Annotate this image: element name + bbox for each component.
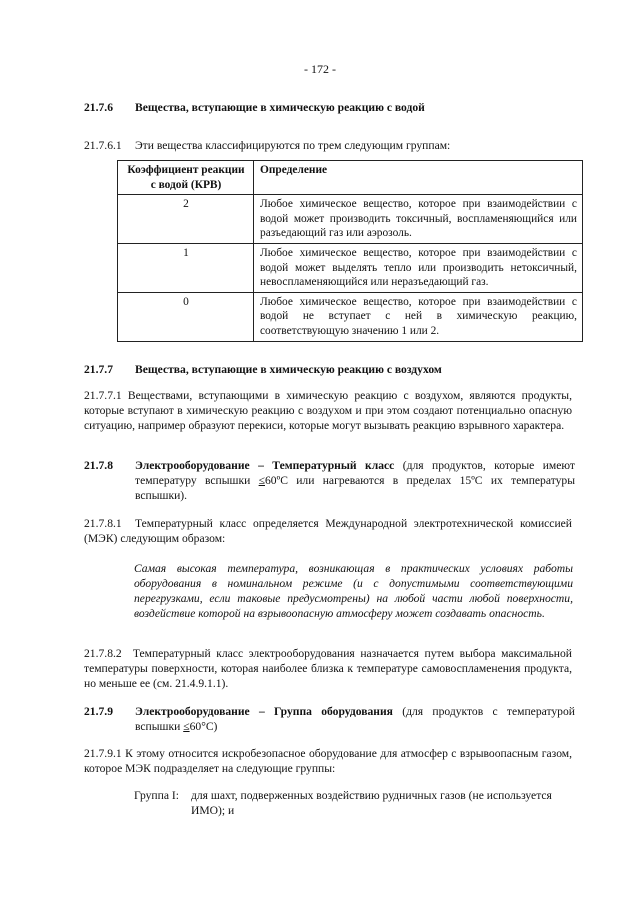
paragraph-text: Температурный класс определяется Международной электротехнической комиссией (МЭК) следующим образом: <box>84 517 573 545</box>
krv-table <box>117 160 583 342</box>
paragraph-21-7-7-1 <box>84 388 572 433</box>
paragraph-number: 21.7.6.1 <box>84 139 122 152</box>
paragraph-number: 21.7.8.1 <box>84 517 122 530</box>
section-rest-a: (для продуктов, которые имеют температуру вспышки <box>135 459 575 487</box>
section-body <box>135 458 575 503</box>
section-rest-b: 60ºC или нагреваются в пределах 15ºC их температуры вспышки). <box>135 474 575 502</box>
paragraph-text: Температурный класс электрооборудования назначается путем выбора максимальной температуры поверхности, которая наиболее близка к температуре самовоспламенения продукта, но меньше ее (см. 21.4.9.1.1). <box>84 647 573 690</box>
table-row <box>118 292 583 341</box>
header-krv: Коэффициент реакции с водой (КРВ) <box>118 161 254 195</box>
iec-definition-quote: Самая высокая температура, возникающая в практических условиях работы оборудования в номинальном режиме (и с допустимыми соответствующими перегрузками, если таковые предусмотрены) на любой части любой поверхности, воздействие которой на взрывоопасную атмосферу может создавать опасность. <box>134 562 573 620</box>
definition-text: Любое химическое вещество, которое при взаимодействии с водой может выделять тепло или производить нетоксичный, невоспламеняющийся или неразъедающий газ. <box>254 243 583 292</box>
paragraph-21-7-9-1 <box>84 746 572 776</box>
table-header-row <box>118 161 583 195</box>
le-symbol: ≤ <box>258 474 265 487</box>
section-rest-a: (для продуктов с температурой вспышки <box>135 705 575 733</box>
group-label: Группа I: <box>134 789 179 802</box>
header-definition: Определение <box>254 161 583 195</box>
section-title: Вещества, вступающие в химическую реакцию с воздухом <box>135 363 442 376</box>
paragraph-21-7-8-1 <box>84 516 572 546</box>
section-number: 21.7.7 <box>84 363 113 376</box>
table-row <box>118 243 583 292</box>
section-rest-b: 60°C) <box>189 720 218 733</box>
section-title: Электрооборудование – Группа оборудования <box>135 705 393 718</box>
paragraph-text: Эти вещества классифицируются по трем следующим группам: <box>135 139 451 152</box>
section-body <box>135 704 575 734</box>
krv-value: 2 <box>118 195 254 244</box>
definition-text: Любое химическое вещество, которое при взаимодействии с водой не вступает с ней в химическую реакцию, соответствующую значению 1 или 2. <box>254 292 583 341</box>
paragraph-number: 21.7.7.1 <box>84 389 122 402</box>
krv-value: 1 <box>118 243 254 292</box>
section-number: 21.7.6 <box>84 101 113 114</box>
krv-value: 0 <box>118 292 254 341</box>
le-symbol: ≤ <box>183 720 190 733</box>
paragraph-21-7-8-2 <box>84 646 572 691</box>
group-text: для шахт, подверженных воздействию рудничных газов (не используется ИМО); и <box>191 789 552 817</box>
definition-text: Любое химическое вещество, которое при взаимодействии с водой может производить токсичный, воспламеняющийся или разъедающий газ или аэрозоль. <box>254 195 583 244</box>
section-title: Вещества, вступающие в химическую реакцию с водой <box>135 101 425 114</box>
paragraph-number: 21.7.9.1 <box>84 747 122 760</box>
table-row <box>118 195 583 244</box>
section-number: 21.7.8 <box>84 459 113 472</box>
paragraph-text: К этому относится искробезопасное оборудование для атмосфер с взрывоопасным газом, которое МЭК подразделяет на следующие группы: <box>84 747 573 775</box>
paragraph-number: 21.7.8.2 <box>84 647 122 660</box>
section-number: 21.7.9 <box>84 705 113 718</box>
section-title: Электрооборудование – Температурный класс <box>135 459 395 472</box>
paragraph-text: Веществами, вступающими в химическую реакцию с воздухом, являются продукты, которые вступают в химическую реакцию с воздухом и при этом создают потенциально опасную ситуацию, например образуют перекиси, которые могут вызывать реакцию взрывного характера. <box>84 389 572 432</box>
page-number: - 172 - <box>304 62 336 76</box>
